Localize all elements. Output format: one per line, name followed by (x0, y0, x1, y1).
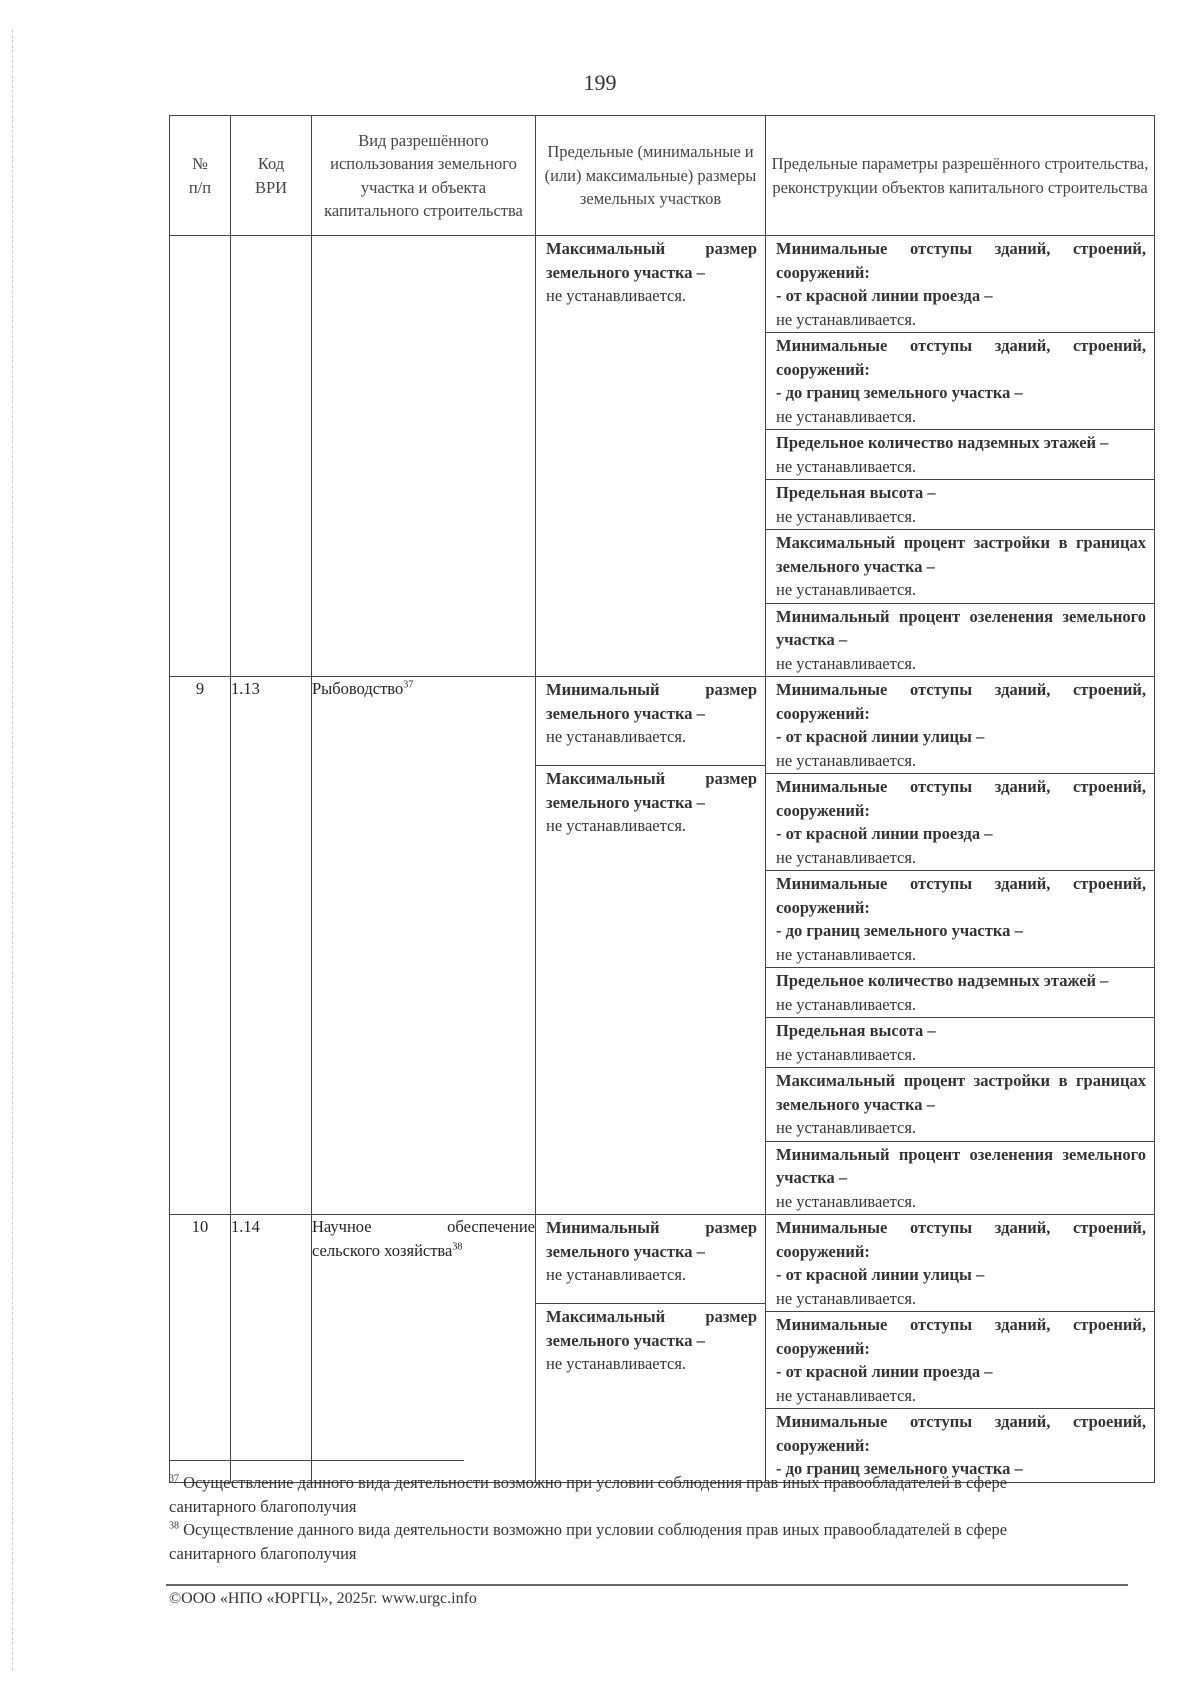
footnote-mark: 37 (169, 1473, 179, 1485)
param-cell (766, 967, 1154, 1017)
header-code: Код ВРИ (231, 116, 312, 236)
param-cell (766, 773, 1154, 870)
header-use: Вид разрешённого использования земельного участка и объекта капитального строительства (312, 116, 536, 236)
param-label: Предельная высота – (776, 483, 936, 502)
param-label: Предельная высота – (776, 1021, 936, 1040)
param-cell (766, 677, 1154, 773)
param-value: не устанавливается. (546, 1265, 687, 1284)
param-value: не устанавливается. (776, 944, 917, 964)
param-value: не устанавливается. (776, 1044, 917, 1064)
table-row (170, 1215, 1155, 1483)
footnote-text: Осуществление данного вида деятельности возможно при условии соблюдения прав иных правообладателей в сфере санитарного благополучия (169, 1520, 1008, 1563)
param-label: Максимальный размер земельного участка – (546, 1307, 757, 1350)
param-value: не устанавливается. (776, 456, 917, 476)
table-header-row (170, 116, 1155, 236)
row-params (766, 677, 1155, 1215)
param-value: не устанавливается. (776, 750, 917, 770)
footnotes (169, 1471, 1069, 1565)
row-use (312, 677, 536, 1215)
zoning-parameters-table (169, 115, 1155, 1483)
param-label: Максимальный процент застройки в границах земельного участка – (776, 533, 1146, 576)
row-params (766, 236, 1155, 677)
size-cell (536, 765, 765, 853)
footnote-mark: 38 (169, 1520, 179, 1532)
scan-edge-mark (12, 30, 13, 1670)
param-cell (766, 236, 1154, 332)
param-label: Минимальный размер земельного участка – (546, 680, 757, 723)
param-label: Минимальный процент озеленения земельного участка – (776, 606, 1146, 649)
param-value: не устанавливается. (776, 1288, 917, 1308)
param-value: не устанавливается. (776, 847, 917, 867)
param-label: Минимальный процент озеленения земельного участка – (776, 1144, 1146, 1187)
use-text: Научное обеспечение сельского хозяйства (312, 1217, 535, 1260)
param-cell (766, 1067, 1154, 1141)
header-num: № п/п (170, 116, 231, 236)
header-params: Предельные параметры разрешённого строительства, реконструкции объектов капитального строительства (766, 116, 1155, 236)
footer-divider (166, 1584, 1128, 1586)
param-value: не устанавливается. (546, 727, 687, 746)
param-value: не устанавливается. (776, 1191, 917, 1211)
param-value: не устанавливается. (546, 286, 687, 305)
footnote-ref: 37 (403, 679, 414, 691)
table-row (170, 236, 1155, 677)
param-cell (766, 429, 1154, 479)
footnote-37 (169, 1471, 1069, 1518)
table-row (170, 677, 1155, 1215)
param-label: Минимальный размер земельного участка – (546, 1218, 757, 1261)
row-sizes (536, 236, 766, 677)
row-code: 1.14 (231, 1215, 312, 1483)
param-cell (766, 603, 1154, 677)
param-label: Минимальные отступы зданий, строений, сооружений: - от красной линии проезда – (776, 239, 1146, 305)
param-value: не устанавливается. (776, 994, 917, 1014)
param-cell (766, 479, 1154, 529)
row-number: 9 (170, 677, 231, 1215)
param-label: Минимальные отступы зданий, строений, сооружений: - от красной линии улицы – (776, 1218, 1146, 1284)
header-sizes: Предельные (минимальные и (или) максимальные) размеры земельных участков (536, 116, 766, 236)
param-label: Минимальные отступы зданий, строений, сооружений: - до границ земельного участка – (776, 874, 1146, 940)
row-sizes (536, 1215, 766, 1483)
row-use (312, 1215, 536, 1483)
row-code (231, 236, 312, 677)
param-value: не устанавливается. (546, 816, 687, 835)
footnote-text: Осуществление данного вида деятельности возможно при условии соблюдения прав иных правообладателей в сфере санитарного благополучия (169, 1473, 1008, 1516)
param-label: Минимальные отступы зданий, строений, сооружений: - от красной линии проезда – (776, 777, 1146, 843)
param-cell (766, 1311, 1154, 1408)
param-value: не устанавливается. (776, 1385, 917, 1405)
row-number (170, 236, 231, 677)
param-value: не устанавливается. (776, 1118, 917, 1137)
param-value: не устанавливается. (776, 653, 917, 673)
size-cell (536, 677, 765, 765)
row-code: 1.13 (231, 677, 312, 1215)
page-number: 199 (583, 70, 617, 95)
param-cell (766, 1215, 1154, 1311)
size-cell (536, 1303, 765, 1391)
param-label: Предельное количество надземных этажей – (776, 433, 1109, 452)
param-cell (766, 1017, 1154, 1067)
param-label: Максимальный процент застройки в границах земельного участка – (776, 1071, 1146, 1114)
param-cell (766, 1141, 1154, 1215)
param-label: Минимальные отступы зданий, строений, сооружений: - от красной линии проезда – (776, 1315, 1146, 1381)
param-value: не устанавливается. (776, 309, 917, 329)
param-cell (766, 870, 1154, 967)
param-cell (766, 332, 1154, 429)
row-use (312, 236, 536, 677)
param-label: Минимальные отступы зданий, строений, сооружений: - до границ земельного участка – (776, 336, 1146, 402)
footnote-38 (169, 1518, 1069, 1565)
param-value: не устанавливается. (776, 580, 917, 599)
param-cell (766, 529, 1154, 603)
param-value: не устанавливается. (776, 406, 917, 426)
row-sizes (536, 677, 766, 1215)
param-value: не устанавливается. (776, 506, 917, 526)
footer-copyright: ©ООО «НПО «ЮРГЦ», 2025г. www.urgc.info (169, 1590, 477, 1607)
row-params (766, 1215, 1155, 1483)
param-label: Предельное количество надземных этажей – (776, 971, 1109, 990)
size-cell (536, 1215, 765, 1303)
footnote-ref: 38 (452, 1241, 463, 1252)
param-label: Максимальный размер земельного участка – (546, 239, 757, 282)
footnote-divider (169, 1460, 464, 1461)
row-number: 10 (170, 1215, 231, 1483)
use-text: Рыбоводство (312, 679, 404, 698)
size-cell (536, 236, 765, 324)
param-label: Минимальные отступы зданий, строений, сооружений: - до границ земельного участка – (776, 1412, 1146, 1478)
param-label: Минимальные отступы зданий, строений, сооружений: - от красной линии улицы – (776, 680, 1146, 746)
param-label: Максимальный размер земельного участка – (546, 769, 757, 812)
param-value: не устанавливается. (546, 1354, 687, 1373)
